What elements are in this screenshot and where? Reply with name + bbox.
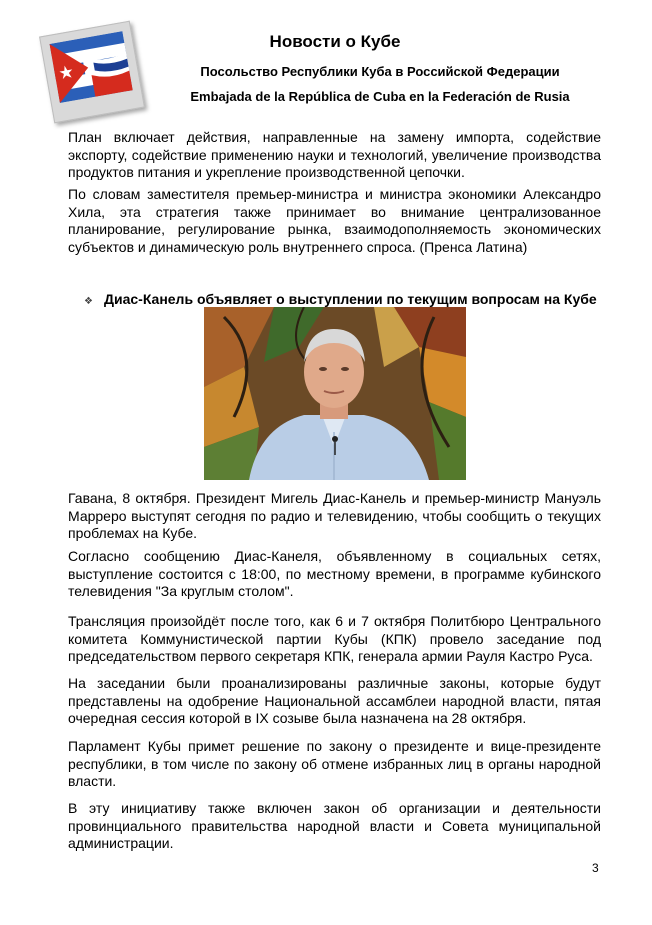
paragraph-havana-announcement: Гавана, 8 октября. Президент Мигель Диас-Канель и премьер-министр Мануэль Марреро выступят сегодня по радио и телевидению, чтобы сообщить о текущих проблемах на Кубе. xyxy=(68,490,601,542)
paragraph-plan-actions: План включает действия, направленные на замену импорта, содействие экспорту, содействие применению науки и технологий, увеличение производства продуктов питания и укрепление производственной цепочки. xyxy=(68,129,601,181)
photo-graphic xyxy=(204,307,466,480)
paragraph-deputy-minister: По словам заместителя премьер-министра и министра экономики Александро Хила, эта стратегия также принимает во внимание централизованное планирование, регулирование рынка, взаимодополняемость экономических субъектов и динамическую роль внутреннего спроса. (Пренса Латина) xyxy=(68,186,601,255)
president-speaking-photo xyxy=(204,307,466,480)
article-heading-text: Диас-Канель объявляет о выступлении по текущим вопросам на Кубе xyxy=(104,291,597,307)
paragraph-parliament-decision: Парламент Кубы примет решение по закону о президенте и вице-президенте республики, в том числе по закону об отмене избранных лиц в органы народной власти. xyxy=(68,738,601,790)
bullet-icon: ❖ xyxy=(84,296,93,307)
page-number: 3 xyxy=(592,861,599,875)
cuba-russia-flags-icon xyxy=(39,21,145,124)
embassy-name-russian: Посольство Республики Куба в Российской Федерации xyxy=(200,64,560,79)
paragraph-initiative-law: В эту инициативу также включен закон об организации и деятельности провинциального правительства народной власти и Совета муниципальной администрации. xyxy=(68,800,601,852)
flags-logo-graphic xyxy=(49,31,132,103)
paragraph-laws-analyzed: На заседании были проанализированы различные законы, которые будут представлены на одобрение Национальной ассамблеи народной власти, пятая очередная сессия которой в IX созыве была назначена на 28 октября. xyxy=(68,675,601,727)
page-title: Новости о Кубе xyxy=(269,32,401,51)
embassy-name-spanish: Embajada de la República de Cuba en la Federación de Rusia xyxy=(190,89,570,104)
paragraph-politburo-meeting: Трансляция произойдёт после того, как 6 и 7 октября Политбюро Центрального комитета Коммунистической партии Кубы (КПК) провело заседание под председательством первого секретаря КПК, генерала армии Рауля Кастро Руса. xyxy=(68,613,601,665)
paragraph-broadcast-time: Согласно сообщению Диас-Канеля, объявленному в социальных сетях, выступление состоится с 18:00, по местному времени, в программе кубинского телевидения "За круглым столом". xyxy=(68,548,601,600)
article-heading xyxy=(84,291,604,307)
